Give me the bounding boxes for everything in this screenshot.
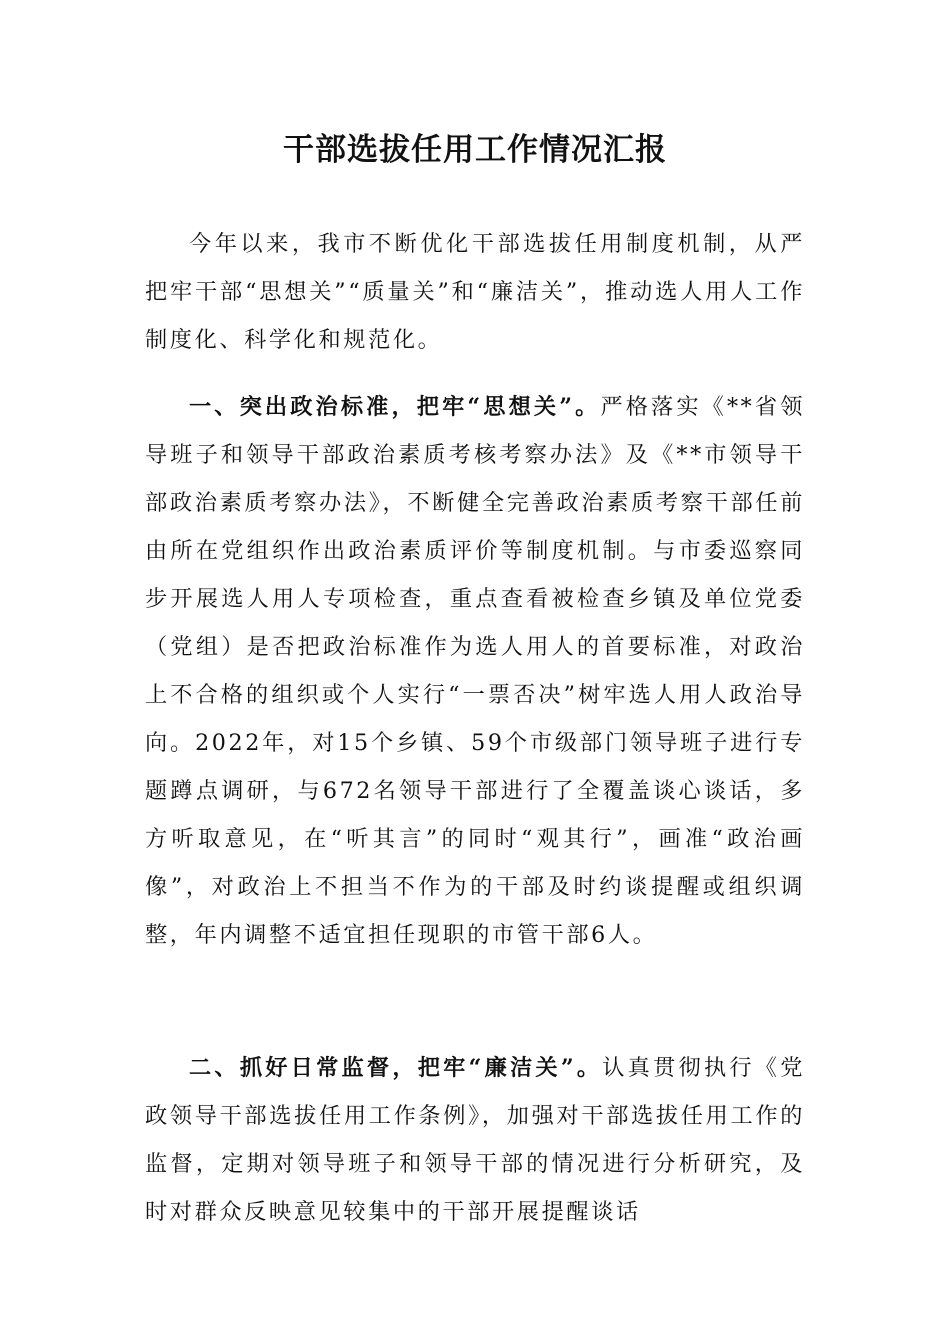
intro-paragraph: 今年以来，我市不断优化干部选拔任用制度机制，从严把牢干部“思想关”“质量关”和“廉洁关”，推动选人用人工作制度化、科学化和规范化。 xyxy=(145,231,805,354)
section-2-paragraph xyxy=(145,1044,805,1236)
section-1-heading: 一、突出政治标准，把牢“思想关”。 xyxy=(189,394,601,421)
section-2-body: 认真贯彻执行《党政领导干部选拔任用工作条例》，加强对干部选拔任用工作的监督，定期对领导班子和领导干部的情况进行分析研究，及时对群众反映意见较集中的干部开展提醒谈话 xyxy=(145,1055,805,1226)
section-2-heading: 二、抓好日常监督，把牢“廉洁关”。 xyxy=(189,1055,603,1082)
section-1-paragraph xyxy=(145,383,805,959)
section-1-body: 严格落实《**省领导班子和领导干部政治素质考核考察办法》及《**市领导干部政治素质考察办法》，不断健全完善政治素质考察干部任前由所在党组织作出政治素质评价等制度机制。与市委巡察同步开展选人用人专项检查，重点查看被检查乡镇及单位党委（党组）是否把政治标准作为选人用人的首要标准，对政治上不合格的组织或个人实行“一票否决”树牢选人用人政治导向。2022年，对15个乡镇、59个市级部门领导班子进行专题蹲点调研，与672名领导干部进行了全覆盖谈心谈话，多方听取意见，在“听其言”的同时“观其行”，画准“政治画像”，对政治上不担当不作为的干部及时约谈提醒或组织调整，年内调整不适宜担任现职的市管干部6人。 xyxy=(145,394,805,949)
document-title: 干部选拔任用工作情况汇报 xyxy=(283,132,667,168)
